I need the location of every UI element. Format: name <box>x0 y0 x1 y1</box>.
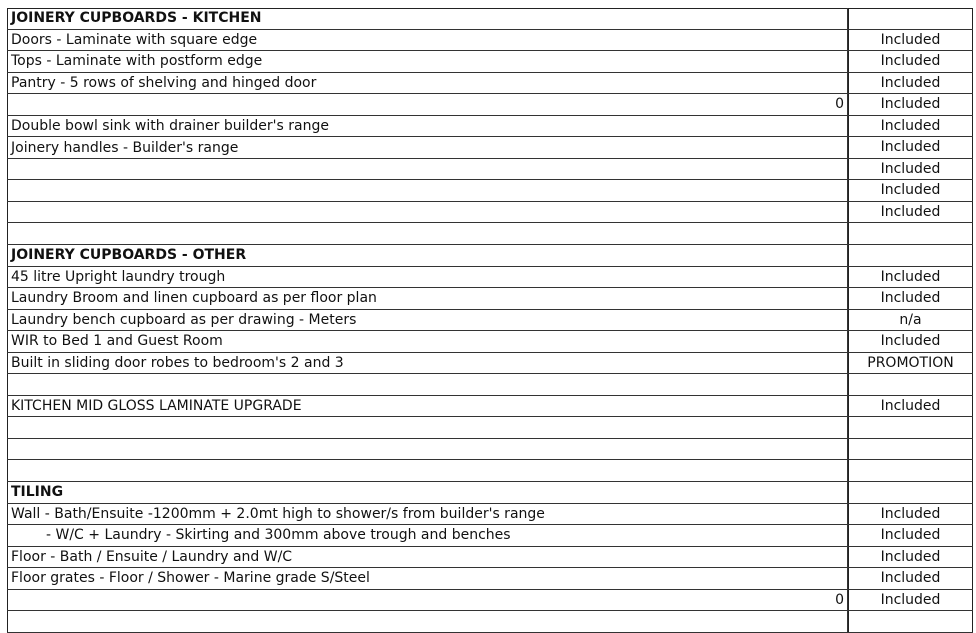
item-description: Laundry bench cupboard as per drawing - Meters <box>11 311 357 328</box>
description-cell[interactable] <box>7 73 848 94</box>
status-cell[interactable]: Included <box>848 202 973 223</box>
description-cell[interactable] <box>7 590 848 611</box>
table-row <box>7 267 973 289</box>
status-cell[interactable] <box>848 482 973 503</box>
item-description: Double bowl sink with drainer builder's range <box>11 118 329 134</box>
status-cell[interactable]: Included <box>848 590 973 611</box>
table-row <box>7 353 973 375</box>
description-cell[interactable] <box>7 288 848 309</box>
section-header-row <box>7 245 973 267</box>
table-row <box>7 223 973 245</box>
item-description: Joinery handles - Builder's range <box>11 139 239 156</box>
table-row <box>7 137 973 159</box>
description-cell[interactable] <box>7 396 848 417</box>
status-cell[interactable]: Included <box>848 396 973 417</box>
status-cell[interactable]: Included <box>848 94 973 115</box>
status-cell[interactable]: n/a <box>848 310 973 331</box>
description-cell[interactable] <box>7 202 848 223</box>
description-cell[interactable] <box>7 525 848 546</box>
item-description: Doors - Laminate with square edge <box>11 31 258 48</box>
status-cell[interactable]: Included <box>848 116 973 137</box>
status-cell[interactable]: Included <box>848 73 973 94</box>
description-cell[interactable] <box>7 8 848 29</box>
item-description: Floor - Bath / Ensuite / Laundry and W/C <box>11 548 293 565</box>
description-cell[interactable] <box>7 51 848 72</box>
item-description: Floor grates - Floor / Shower - Marine grade S/Steel <box>11 570 370 587</box>
item-description: 45 litre Upright laundry trough <box>11 268 226 285</box>
status-cell[interactable]: Included <box>848 525 973 546</box>
status-cell[interactable] <box>848 417 973 438</box>
table-row <box>7 547 973 569</box>
description-cell[interactable] <box>7 310 848 331</box>
item-description: KITCHEN MID GLOSS LAMINATE UPGRADE <box>11 398 302 415</box>
table-row <box>7 611 973 633</box>
table-row <box>7 180 973 202</box>
status-cell[interactable]: Included <box>848 137 973 158</box>
description-cell[interactable] <box>7 267 848 288</box>
spreadsheet-table <box>7 8 973 633</box>
item-description: WIR to Bed 1 and Guest Room <box>11 333 223 350</box>
section-title: TILING <box>11 484 64 501</box>
description-cell[interactable] <box>7 180 848 201</box>
section-header-row <box>7 482 973 504</box>
description-cell[interactable] <box>7 137 848 158</box>
description-cell[interactable] <box>7 245 848 266</box>
description-cell[interactable] <box>7 353 848 374</box>
status-cell[interactable]: Included <box>848 159 973 180</box>
section-title: JOINERY CUPBOARDS - KITCHEN <box>11 10 262 27</box>
section-title: JOINERY CUPBOARDS - OTHER <box>11 247 247 264</box>
item-description: Wall - Bath/Ensuite -1200mm + 2.0mt high to shower/s from builder's range <box>11 505 545 522</box>
description-cell[interactable] <box>7 94 848 115</box>
description-cell[interactable] <box>7 504 848 525</box>
status-cell[interactable] <box>848 374 973 395</box>
table-row <box>7 288 973 310</box>
status-cell[interactable]: Included <box>848 30 973 51</box>
table-row <box>7 73 973 95</box>
description-cell[interactable] <box>7 331 848 352</box>
description-cell[interactable] <box>7 482 848 503</box>
table-row <box>7 396 973 418</box>
table-row <box>7 590 973 612</box>
table-row <box>7 439 973 461</box>
table-row <box>7 460 973 482</box>
item-description: Tops - Laminate with postform edge <box>11 53 263 70</box>
table-row <box>7 94 973 116</box>
table-row <box>7 525 973 547</box>
table-row <box>7 504 973 526</box>
section-header-row <box>7 8 973 30</box>
status-cell[interactable] <box>848 223 973 244</box>
status-cell[interactable]: Included <box>848 331 973 352</box>
table-row <box>7 417 973 439</box>
status-cell[interactable]: Included <box>848 267 973 288</box>
table-row <box>7 116 973 138</box>
description-cell[interactable] <box>7 116 848 137</box>
table-row <box>7 159 973 181</box>
status-cell[interactable] <box>848 460 973 481</box>
table-row <box>7 568 973 590</box>
table-row <box>7 310 973 332</box>
table-row <box>7 30 973 52</box>
item-description: Laundry Broom and linen cupboard as per floor plan <box>11 290 377 307</box>
description-cell[interactable] <box>7 159 848 180</box>
status-cell[interactable]: Included <box>848 180 973 201</box>
status-cell[interactable]: Included <box>848 547 973 568</box>
table-row <box>7 374 973 396</box>
description-cell[interactable] <box>7 30 848 51</box>
description-cell[interactable] <box>7 460 848 481</box>
table-row <box>7 51 973 73</box>
item-description: - W/C + Laundry - Skirting and 300mm above trough and benches <box>46 527 511 544</box>
description-cell[interactable] <box>7 223 848 244</box>
description-cell[interactable] <box>7 417 848 438</box>
status-cell[interactable]: Included <box>848 51 973 72</box>
item-description: Pantry - 5 rows of shelving and hinged door <box>11 74 317 91</box>
value-number: 0 <box>835 592 844 609</box>
status-cell[interactable]: PROMOTION <box>848 353 973 374</box>
description-cell[interactable] <box>7 568 848 589</box>
status-cell[interactable] <box>848 439 973 460</box>
status-cell[interactable] <box>848 245 973 266</box>
table-row <box>7 202 973 224</box>
table-row <box>7 331 973 353</box>
status-cell[interactable] <box>848 8 973 29</box>
description-cell[interactable] <box>7 374 848 395</box>
description-cell[interactable] <box>7 439 848 460</box>
status-cell[interactable]: Included <box>848 288 973 309</box>
status-cell[interactable]: Included <box>848 504 973 525</box>
item-description: Built in sliding door robes to bedroom's 2 and 3 <box>11 355 344 372</box>
status-cell[interactable]: Included <box>848 568 973 589</box>
value-number: 0 <box>835 96 844 113</box>
description-cell[interactable] <box>7 547 848 568</box>
